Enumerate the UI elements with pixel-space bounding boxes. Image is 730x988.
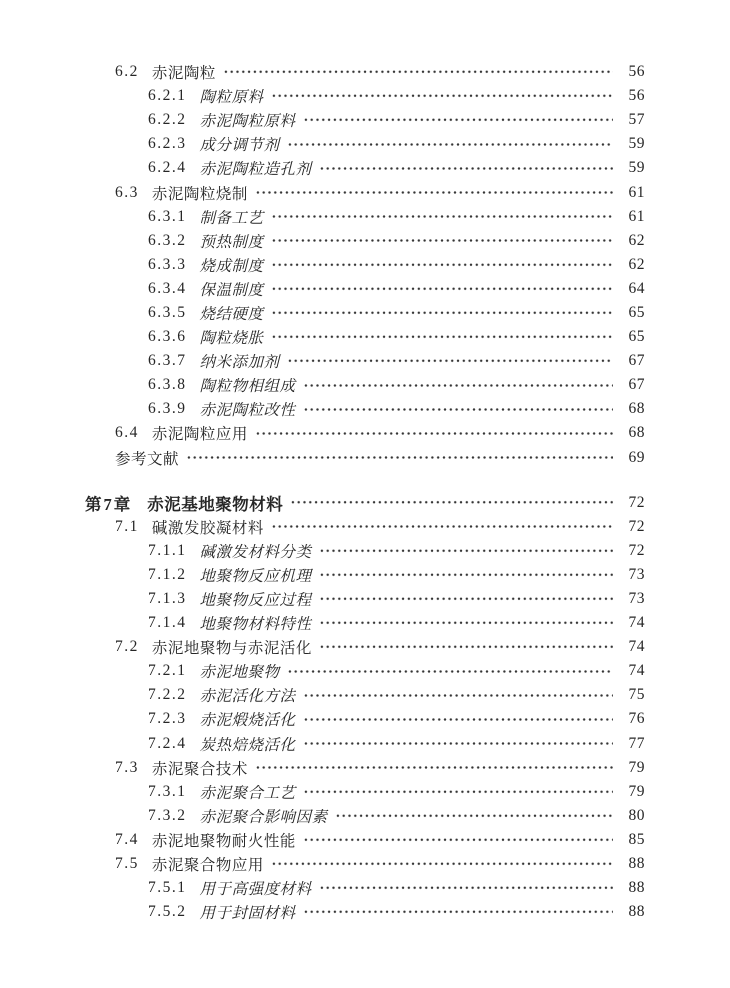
dot-leader [271, 305, 613, 321]
toc-entry-page-number: 61 [628, 207, 645, 225]
dot-leader [255, 426, 613, 442]
dot-leader [319, 639, 613, 655]
toc-entry-title: 赤泥基地聚物材料 [147, 494, 284, 514]
toc-entry-title: 地聚物反应机理 [199, 567, 312, 585]
toc-entry-page-number: 74 [628, 662, 645, 680]
toc-entry-page-number: 77 [628, 734, 645, 752]
dot-leader [319, 567, 613, 583]
toc-entry [85, 635, 645, 659]
toc-entry [85, 132, 645, 156]
toc-entry-page-number: 56 [628, 87, 645, 105]
toc-entry-title: 赤泥陶粒 [151, 65, 216, 83]
toc-entry-page-number: 59 [628, 135, 645, 153]
toc-entry [85, 876, 645, 900]
toc-entry [85, 683, 645, 707]
toc-entry-title: 纳米添加剂 [199, 354, 280, 372]
dot-leader [223, 64, 613, 80]
toc-entry-title: 陶粒烧胀 [199, 330, 264, 348]
dot-leader [271, 856, 613, 872]
dot-leader [303, 688, 613, 704]
dot-leader [303, 784, 613, 800]
dot-leader [255, 760, 613, 776]
toc-entry-number: 7.2.4 [148, 734, 187, 752]
toc-entry [85, 732, 645, 756]
toc-entry-title: 陶粒物相组成 [199, 378, 296, 396]
toc-entry-title: 保温制度 [199, 281, 264, 299]
toc-entry-number: 6.3.2 [148, 231, 187, 249]
toc-entry [85, 301, 645, 325]
toc-entry-number: 7.5.1 [148, 879, 187, 897]
toc-entry-number: 6.3.5 [148, 303, 187, 321]
toc-entry-page-number: 56 [628, 63, 645, 81]
toc-entry [85, 253, 645, 277]
toc-entry-page-number: 88 [628, 855, 645, 873]
toc-entry-number: 第7章 [85, 494, 133, 514]
toc-entry [85, 277, 645, 301]
dot-leader [319, 615, 613, 631]
toc-entry-page-number: 69 [628, 448, 645, 466]
toc-entry [85, 446, 645, 470]
dot-leader [303, 832, 613, 848]
toc-entry-number: 7.3.2 [148, 806, 187, 824]
toc-entry-title: 赤泥地聚物与赤泥活化 [151, 640, 312, 658]
toc-entry [85, 515, 645, 539]
dot-leader [271, 281, 613, 297]
toc-entry-number: 6.4 [115, 424, 139, 442]
dot-leader [303, 904, 613, 920]
toc-entry [85, 828, 645, 852]
toc-entry [85, 205, 645, 229]
toc-entry-number: 7.2.1 [148, 662, 187, 680]
toc-entry [85, 900, 645, 924]
toc-entry-number: 6.3.1 [148, 207, 187, 225]
toc-entry-page-number: 72 [628, 517, 645, 535]
toc-entry-page-number: 85 [628, 830, 645, 848]
toc-entry-page-number: 62 [628, 231, 645, 249]
dot-leader [271, 257, 613, 273]
dot-leader [255, 185, 613, 201]
dot-leader [271, 519, 613, 535]
toc-entry-title: 制备工艺 [199, 209, 264, 227]
dot-leader [335, 808, 613, 824]
toc-entry-page-number: 80 [628, 806, 645, 824]
dot-leader [290, 494, 613, 511]
toc-entry [85, 229, 645, 253]
toc-entry-title: 炭热焙烧活化 [199, 736, 296, 754]
toc-entry-page-number: 67 [628, 376, 645, 394]
toc-entry-page-number: 65 [628, 328, 645, 346]
toc-entry-page-number: 79 [628, 758, 645, 776]
dot-leader [287, 137, 613, 153]
toc-entry [85, 780, 645, 804]
dot-leader [319, 591, 613, 607]
toc-entry-number: 6.3.6 [148, 328, 187, 346]
toc-entry-page-number: 74 [628, 638, 645, 656]
toc-entry-page-number: 64 [628, 279, 645, 297]
toc-entry-page-number: 68 [628, 400, 645, 418]
toc-entry-number: 6.3.3 [148, 255, 187, 273]
toc-entry-number: 7.1 [115, 517, 139, 535]
toc-entry-page-number: 88 [628, 879, 645, 897]
toc-entry [85, 156, 645, 180]
toc-entry [85, 349, 645, 373]
toc-entry-number: 6.3 [115, 183, 139, 201]
toc-entry-number: 7.2.2 [148, 686, 187, 704]
toc-entry-title: 赤泥聚合技术 [151, 760, 248, 778]
toc-entry [85, 84, 645, 108]
toc-entry-number: 6.2.1 [148, 87, 187, 105]
toc-entry-number: 6.3.4 [148, 279, 187, 297]
toc-entry-title: 赤泥聚合影响因素 [199, 808, 328, 826]
toc-entry-title: 地聚物反应过程 [199, 592, 312, 610]
toc-entry [85, 325, 645, 349]
toc-entry-number: 6.2.4 [148, 159, 187, 177]
toc-entry-page-number: 67 [628, 352, 645, 370]
toc-entry-title: 参考文献 [115, 450, 180, 468]
toc-entry-page-number: 61 [628, 183, 645, 201]
toc-entry-number: 7.1.2 [148, 565, 187, 583]
toc-entry-page-number: 79 [628, 782, 645, 800]
toc-entry-title: 用于封固材料 [199, 905, 296, 923]
toc-entry-title: 用于高强度材料 [199, 881, 312, 899]
toc-entry-title: 陶粒原料 [199, 89, 264, 107]
toc-entry-page-number: 75 [628, 686, 645, 704]
toc-entry [85, 611, 645, 635]
toc-entry-title: 赤泥地聚物 [199, 664, 280, 682]
toc-entry-page-number: 62 [628, 255, 645, 273]
dot-leader [271, 88, 613, 104]
toc-entry-number: 6.3.8 [148, 376, 187, 394]
toc-entry [85, 587, 645, 611]
toc-entry [85, 804, 645, 828]
toc-entry [85, 397, 645, 421]
toc-entry-number: 6.2 [115, 63, 139, 81]
toc-entry-title: 赤泥陶粒原料 [199, 113, 296, 131]
dot-leader [303, 112, 613, 128]
toc-entry-page-number: 57 [628, 111, 645, 129]
toc-entry-page-number: 76 [628, 710, 645, 728]
toc-entry [85, 659, 645, 683]
toc-entry [85, 108, 645, 132]
toc-entry-page-number: 65 [628, 303, 645, 321]
toc-entry-page-number: 73 [628, 565, 645, 583]
toc-entry-number: 6.3.7 [148, 352, 187, 370]
toc-entry-page-number: 72 [628, 493, 645, 511]
toc-entry-page-number: 73 [628, 590, 645, 608]
toc-entry [85, 491, 645, 515]
toc-entry-title: 成分调节剂 [199, 137, 280, 155]
toc-entry [85, 756, 645, 780]
toc-entry-number: 7.4 [115, 830, 139, 848]
toc-entry-title: 烧结硬度 [199, 305, 264, 323]
toc-entry-number: 7.1.1 [148, 541, 187, 559]
toc-entry-page-number: 59 [628, 159, 645, 177]
toc-entry-number: 6.2.3 [148, 135, 187, 153]
dot-leader [287, 664, 613, 680]
toc-entry [85, 539, 645, 563]
toc-entry-number: 7.5.2 [148, 903, 187, 921]
dot-leader [319, 161, 613, 177]
toc-entry-number: 7.1.3 [148, 590, 187, 608]
dot-leader [287, 353, 613, 369]
dot-leader [303, 402, 613, 418]
toc-list [85, 60, 645, 924]
toc-entry-number: 7.2.3 [148, 710, 187, 728]
toc-entry [85, 852, 645, 876]
toc-entry-title: 赤泥地聚物耐火性能 [151, 832, 296, 850]
dot-leader [271, 233, 613, 249]
toc-entry-title: 赤泥陶粒改性 [199, 402, 296, 420]
toc-entry [85, 707, 645, 731]
toc-entry-page-number: 72 [628, 541, 645, 559]
toc-entry-title: 赤泥活化方法 [199, 688, 296, 706]
dot-leader [319, 880, 613, 896]
toc-entry-page-number: 74 [628, 614, 645, 632]
toc-entry [85, 563, 645, 587]
toc-entry-title: 预热制度 [199, 233, 264, 251]
toc-entry-title: 赤泥陶粒烧制 [151, 185, 248, 203]
toc-entry-title: 碱激发胶凝材料 [151, 519, 264, 537]
toc-entry-title: 烧成制度 [199, 257, 264, 275]
toc-entry-title: 碱激发材料分类 [199, 543, 312, 561]
toc-entry [85, 421, 645, 445]
dot-leader [271, 329, 613, 345]
toc-entry-number: 6.2.2 [148, 111, 187, 129]
toc-entry-title: 地聚物材料特性 [199, 616, 312, 634]
toc-entry-title: 赤泥陶粒造孔剂 [199, 161, 312, 179]
dot-leader [319, 543, 613, 559]
toc-entry [85, 373, 645, 397]
dot-leader [271, 209, 613, 225]
toc-entry-title: 赤泥聚合物应用 [151, 857, 264, 875]
toc-entry-number: 7.3 [115, 758, 139, 776]
toc-entry-title: 赤泥陶粒应用 [151, 426, 248, 444]
dot-leader [303, 378, 613, 394]
toc-entry [85, 60, 645, 84]
toc-entry-number: 7.5 [115, 855, 139, 873]
toc-entry-number: 7.2 [115, 638, 139, 656]
toc-entry-page-number: 88 [628, 903, 645, 921]
toc-entry-page-number: 68 [628, 424, 645, 442]
dot-leader [303, 736, 613, 752]
toc-entry-title: 赤泥煅烧活化 [199, 712, 296, 730]
dot-leader [303, 712, 613, 728]
toc-entry-title: 赤泥聚合工艺 [199, 784, 296, 802]
toc-entry-number: 7.3.1 [148, 782, 187, 800]
toc-entry [85, 180, 645, 204]
dot-leader [186, 450, 613, 466]
toc-entry-number: 6.3.9 [148, 400, 187, 418]
toc-entry-number: 7.1.4 [148, 614, 187, 632]
